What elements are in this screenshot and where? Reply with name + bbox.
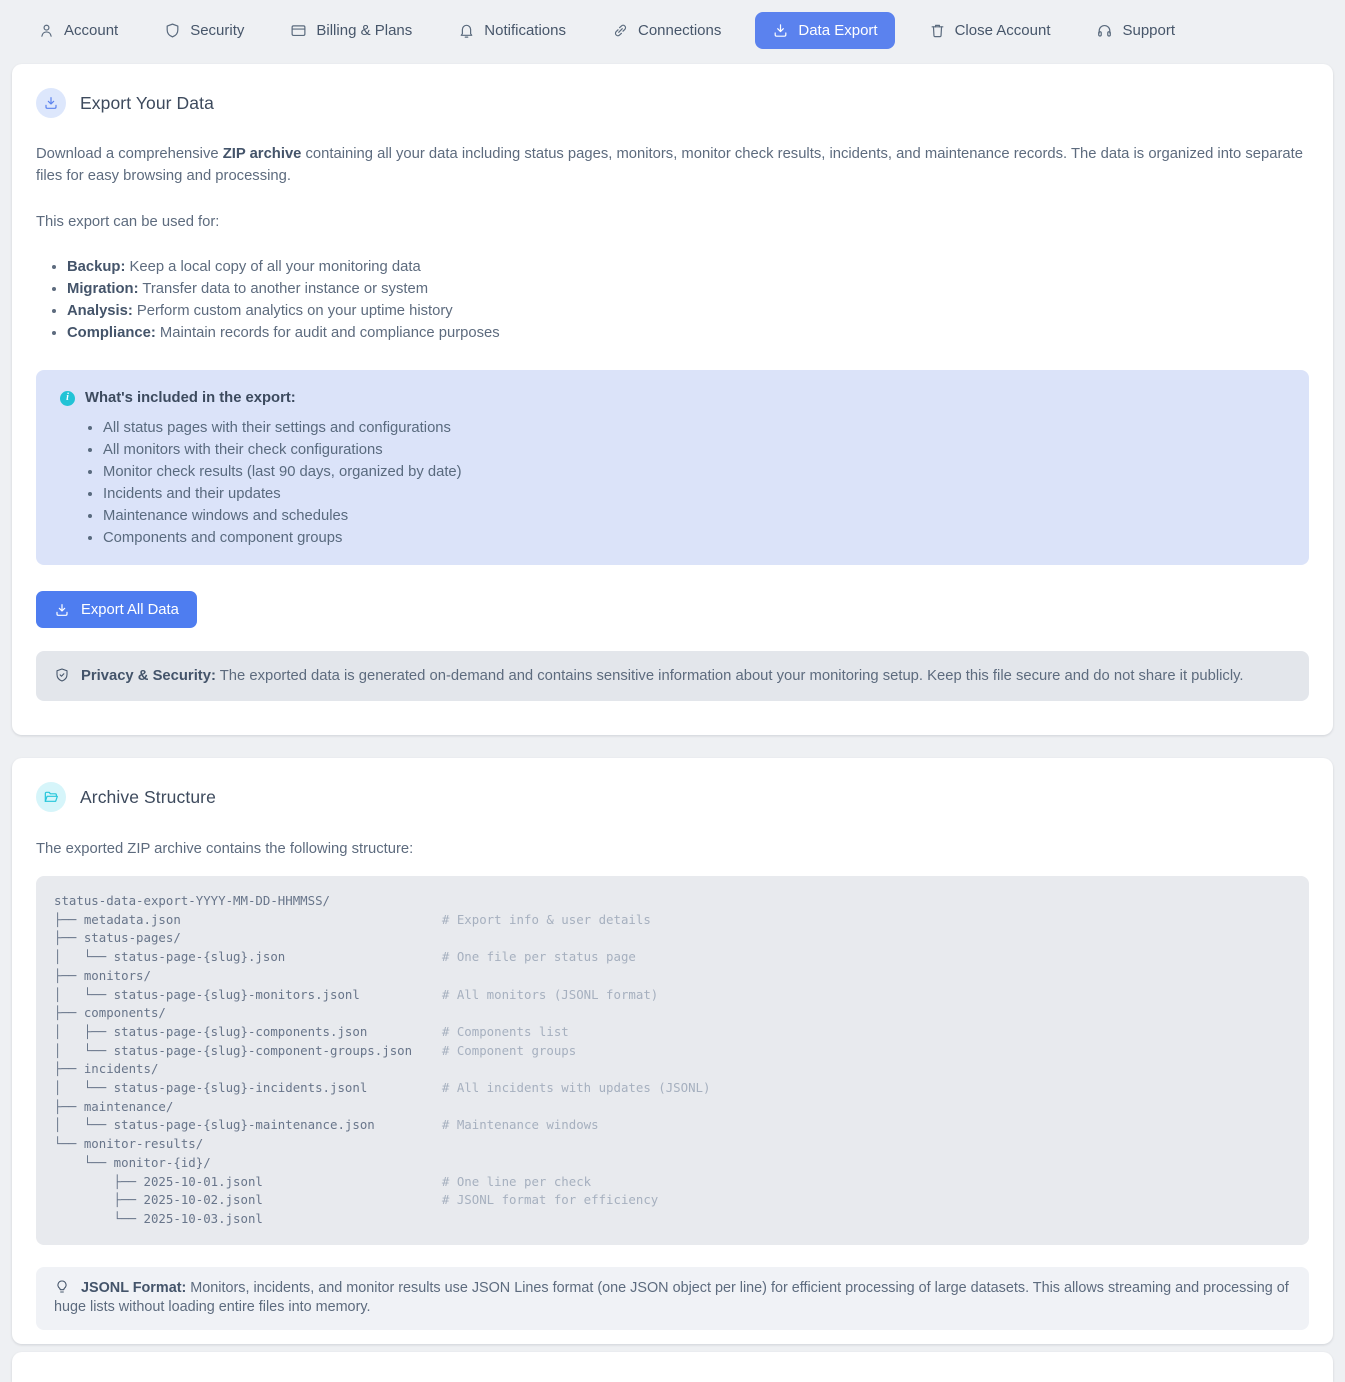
tree-line — [54, 1098, 1291, 1117]
archive-subtitle: The exported ZIP archive contains the following structure: — [36, 841, 414, 857]
tree-path: ├── incidents/ — [54, 1061, 159, 1077]
tree-path: ├── components/ — [54, 1005, 166, 1021]
tree-line — [54, 1191, 1291, 1210]
used-for-text: Transfer data to another instance or system — [138, 281, 429, 297]
privacy-text: The exported data is generated on-demand and contains sensitive information about your monitoring setup. Keep this file secure and do not share it publicly. — [215, 668, 1244, 684]
used-for-text: Maintain records for audit and compliance purposes — [155, 325, 500, 341]
settings-tabbar — [0, 0, 1345, 53]
tree-comment: # JSONL format for efficiency — [441, 1192, 659, 1208]
tree-path: ├── maintenance/ — [54, 1098, 174, 1114]
info-icon: i — [60, 391, 75, 406]
intro-suffix: containing all your data including status pages, monitors, monitor check results, incidents, and maintenance records. The data is organized into separate files for easy browsing and processing. — [36, 146, 1303, 184]
used-for-item — [67, 256, 1309, 278]
used-for-item — [67, 278, 1309, 300]
tab-label: Billing & Plans — [316, 22, 413, 39]
tree-path: status-data-export-YYYY-MM-DD-HHMMSS/ — [54, 893, 331, 908]
tree-comment: # Export info & user details — [441, 911, 651, 927]
tab-label: Security — [190, 22, 245, 39]
archive-card-header — [36, 782, 1309, 812]
tree-line — [54, 1210, 1291, 1229]
tree-path: │ └── status-page-{slug}-component-groups.json — [54, 1042, 442, 1058]
export-intro-text — [36, 143, 1309, 187]
included-item: • Maintenance windows and schedules — [103, 505, 1285, 527]
export-card-header — [36, 88, 1309, 118]
tree-line — [54, 1173, 1291, 1192]
tree-path: │ └── status-page-{slug}-monitors.jsonl — [54, 986, 442, 1002]
trash-icon — [929, 22, 946, 39]
included-list — [60, 417, 1285, 549]
tab-label: Support — [1122, 22, 1176, 39]
included-info-header — [60, 387, 1285, 409]
tree-path: ├── 2025-10-02.jsonl — [54, 1192, 442, 1208]
tab-close-account[interactable] — [917, 12, 1063, 49]
tree-line — [54, 1042, 1291, 1061]
tab-account[interactable] — [26, 12, 130, 49]
tree-path: └── 2025-10-03.jsonl — [54, 1210, 263, 1226]
tree-line — [54, 1060, 1291, 1079]
next-card-sliver — [12, 1352, 1333, 1382]
used-for-lead: Migration: — [67, 281, 139, 297]
included-item: • Components and component groups — [103, 527, 1285, 549]
tree-path: │ ├── status-page-{slug}-components.json — [54, 1023, 442, 1039]
tree-comment: # All monitors (JSONL format) — [441, 986, 659, 1002]
tab-label: Connections — [637, 22, 722, 39]
tree-line — [54, 967, 1291, 986]
included-item: • All monitors with their check configurations — [103, 439, 1285, 461]
tab-data-export[interactable] — [755, 12, 894, 49]
included-item: • All status pages with their settings and configurations — [103, 417, 1285, 439]
tree-comment: # All incidents with updates (JSONL) — [441, 1080, 711, 1096]
export-card-title: Export Your Data — [80, 92, 214, 113]
used-for-lead: Compliance: — [67, 325, 156, 341]
tab-notifications[interactable] — [446, 12, 578, 49]
tree-line — [54, 1116, 1291, 1135]
tree-line — [54, 1154, 1291, 1173]
tree-comment: # Component groups — [441, 1042, 577, 1058]
tree-comment: # Components list — [441, 1023, 569, 1039]
tab-billing-plans[interactable] — [278, 12, 424, 49]
tab-label: Account — [64, 22, 119, 39]
download-icon — [54, 602, 70, 618]
tab-label: Data Export — [798, 22, 878, 39]
shield-icon — [164, 22, 181, 39]
tree-comment: # One file per status page — [441, 949, 636, 965]
tree-path: └── monitor-results/ — [54, 1136, 204, 1152]
tree-comment: # One line per check — [441, 1173, 592, 1189]
export-button-label: Export All Data — [81, 601, 179, 618]
included-info-box — [36, 370, 1309, 565]
used-for-item — [67, 322, 1309, 344]
archive-tree-code-block — [36, 876, 1309, 1245]
link-icon — [612, 22, 629, 39]
download-icon — [772, 22, 789, 39]
tree-path: │ └── status-page-{slug}-incidents.jsonl — [54, 1080, 442, 1096]
used-for-text: Perform custom analytics on your uptime history — [132, 303, 453, 319]
tree-line — [54, 1004, 1291, 1023]
archive-structure-card — [12, 758, 1333, 1344]
tab-connections[interactable] — [600, 12, 733, 49]
used-for-lead: Analysis: — [67, 303, 133, 319]
tab-security[interactable] — [152, 12, 256, 49]
tree-line — [54, 929, 1291, 948]
tree-line — [54, 892, 1291, 911]
headphones-icon — [1096, 22, 1113, 39]
tree-path: ├── status-pages/ — [54, 930, 181, 946]
jsonl-text: Monitors, incidents, and monitor results use JSON Lines format (one JSON object per line) for efficient processing of large datasets. This allows streaming and processing of huge lists without loading entire files into memory. — [54, 1279, 1289, 1316]
tree-path: │ └── status-page-{slug}-maintenance.json — [54, 1117, 442, 1133]
folder-circle-icon — [36, 782, 66, 812]
used-for-text: Keep a local copy of all your monitoring data — [125, 259, 421, 275]
tab-label: Notifications — [484, 22, 566, 39]
tree-line — [54, 986, 1291, 1005]
tab-label: Close Account — [954, 22, 1051, 39]
privacy-note — [36, 651, 1309, 701]
credit-card-icon — [290, 22, 307, 39]
tree-line — [54, 911, 1291, 930]
export-data-card — [12, 64, 1333, 735]
tree-path: └── monitor-{id}/ — [54, 1154, 211, 1170]
included-title: What's included in the export: — [85, 390, 296, 406]
used-for-item — [67, 300, 1309, 322]
used-for-lead: Backup: — [67, 259, 126, 275]
tree-path: ├── metadata.json — [54, 911, 442, 927]
tree-path: ├── 2025-10-01.jsonl — [54, 1173, 442, 1189]
export-all-data-button[interactable] — [36, 591, 197, 628]
used-for-label: This export can be used for: — [36, 214, 220, 230]
tree-line — [54, 948, 1291, 967]
tree-comment: # Maintenance windows — [441, 1117, 599, 1133]
download-circle-icon — [36, 88, 66, 118]
intro-bold: ZIP archive — [222, 146, 302, 162]
bell-icon — [458, 22, 475, 39]
shield-check-icon — [54, 667, 70, 683]
tree-path: │ └── status-page-{slug}.json — [54, 949, 442, 965]
lightbulb-icon — [54, 1279, 70, 1295]
privacy-lead: Privacy & Security: — [81, 668, 216, 684]
tab-support[interactable] — [1084, 12, 1187, 49]
tree-line — [54, 1023, 1291, 1042]
user-icon — [38, 22, 55, 39]
tree-line — [54, 1135, 1291, 1154]
intro-prefix: Download a comprehensive — [36, 146, 223, 162]
jsonl-lead: JSONL Format: — [81, 1279, 187, 1296]
included-item: • Monitor check results (last 90 days, organized by date) — [103, 461, 1285, 483]
used-for-list — [36, 256, 1309, 344]
tree-line — [54, 1079, 1291, 1098]
jsonl-format-note — [36, 1267, 1309, 1330]
tree-path: ├── monitors/ — [54, 967, 151, 983]
included-item: • Incidents and their updates — [103, 483, 1285, 505]
archive-card-title: Archive Structure — [80, 786, 216, 807]
